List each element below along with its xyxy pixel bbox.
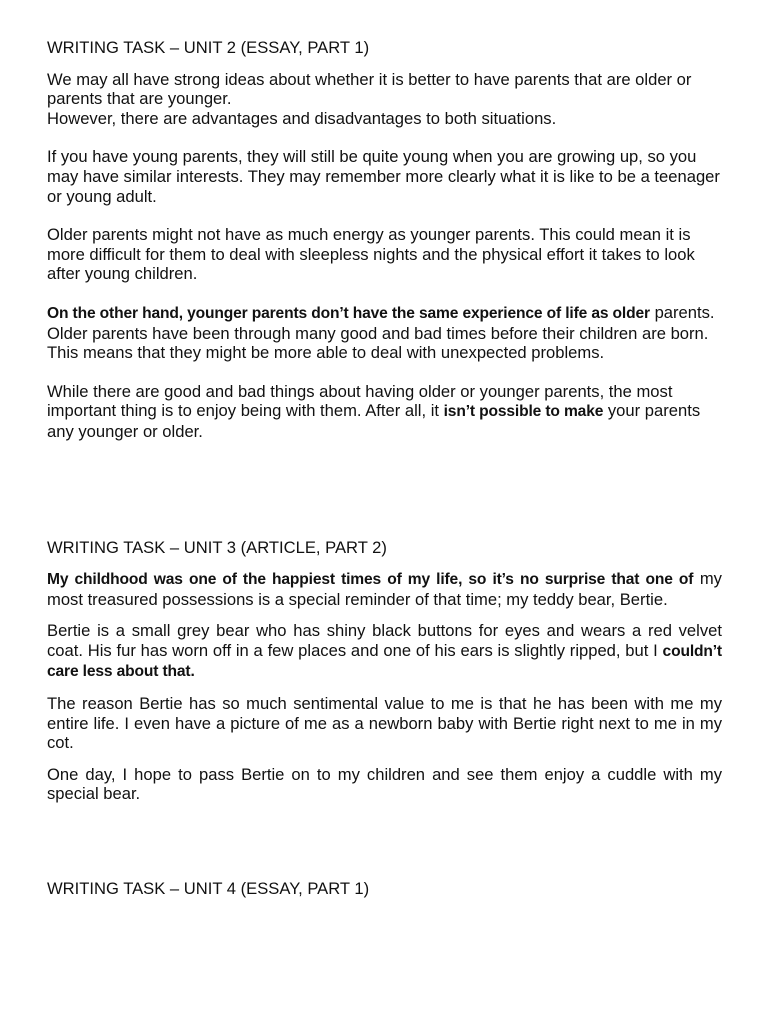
unit3-p2-bold-phrase: couldn’t care less about that. — [47, 642, 722, 681]
unit2-p5-text-start: While there are good and bad things about having older or younger parents, the most important thing is to enjoy being with them. After all, it — [47, 381, 673, 421]
unit3-paragraph-3: The reason Bertie has so much sentimental value to me is that he has been with me my entire life. I even have a picture of me as a newborn baby with Bertie right next to me in my cot. — [47, 694, 722, 753]
unit2-paragraph-3: Older parents might not have as much energy as younger parents. This could mean it is more difficult for them to deal with sleepless nights and the physical effort it takes to look after young children. — [47, 225, 695, 284]
unit2-section — [47, 38, 722, 442]
unit3-paragraph-1 — [47, 569, 722, 609]
unit2-heading: WRITING TASK – UNIT 2 (ESSAY, PART 1) — [47, 38, 370, 57]
unit3-paragraph-2 — [47, 621, 722, 682]
unit2-paragraph-2: If you have young parents, they will still be quite young when you are growing up, so you may have similar interests. They may remember more clearly what it is like to be a teenager or young adult. — [47, 147, 720, 206]
unit4-section — [47, 879, 722, 899]
unit2-p5-bold-phrase: isn’t possible to make — [443, 403, 604, 421]
unit2-p1-line: We may all have strong ideas about whether it is better to have parents that are older or parents that are younger. — [47, 69, 692, 109]
unit2-p1-however: However, there are advantages and disadvantages to both situations. — [47, 108, 557, 128]
unit3-p1-bold-phrase: My childhood was one of the happiest times of my life, so it’s no surprise that one of — [47, 571, 694, 589]
unit3-section — [47, 538, 722, 805]
unit2-p5-text-end: your parents any younger or older. — [47, 401, 701, 441]
unit2-p4-text: parents. Older parents have been through many good and bad times before their children are born. This means that they might be more able to deal with unexpected problems. — [47, 302, 715, 363]
unit2-paragraph-5 — [47, 382, 722, 442]
unit3-heading: WRITING TASK – UNIT 3 (ARTICLE, PART 2) — [47, 537, 387, 557]
unit2-p4-bold-phrase: On the other hand, younger parents don’t have the same experience of life as older — [47, 304, 650, 322]
unit2-paragraph-1 — [47, 70, 722, 129]
unit2-paragraph-4 — [47, 303, 722, 363]
unit3-p1-text: my most treasured possessions is a special reminder of that time; my teddy bear, Bertie. — [47, 569, 722, 609]
unit4-heading: WRITING TASK – UNIT 4 (ESSAY, PART 1) — [47, 879, 370, 899]
unit3-p2-text: Bertie is a small grey bear who has shiny black buttons for eyes and wears a red velvet coat. His fur has worn off in a few places and one of his ears is slightly ripped, but I — [47, 621, 722, 660]
unit3-paragraph-4: One day, I hope to pass Bertie on to my children and see them enjoy a cuddle with my special bear. — [47, 764, 722, 804]
